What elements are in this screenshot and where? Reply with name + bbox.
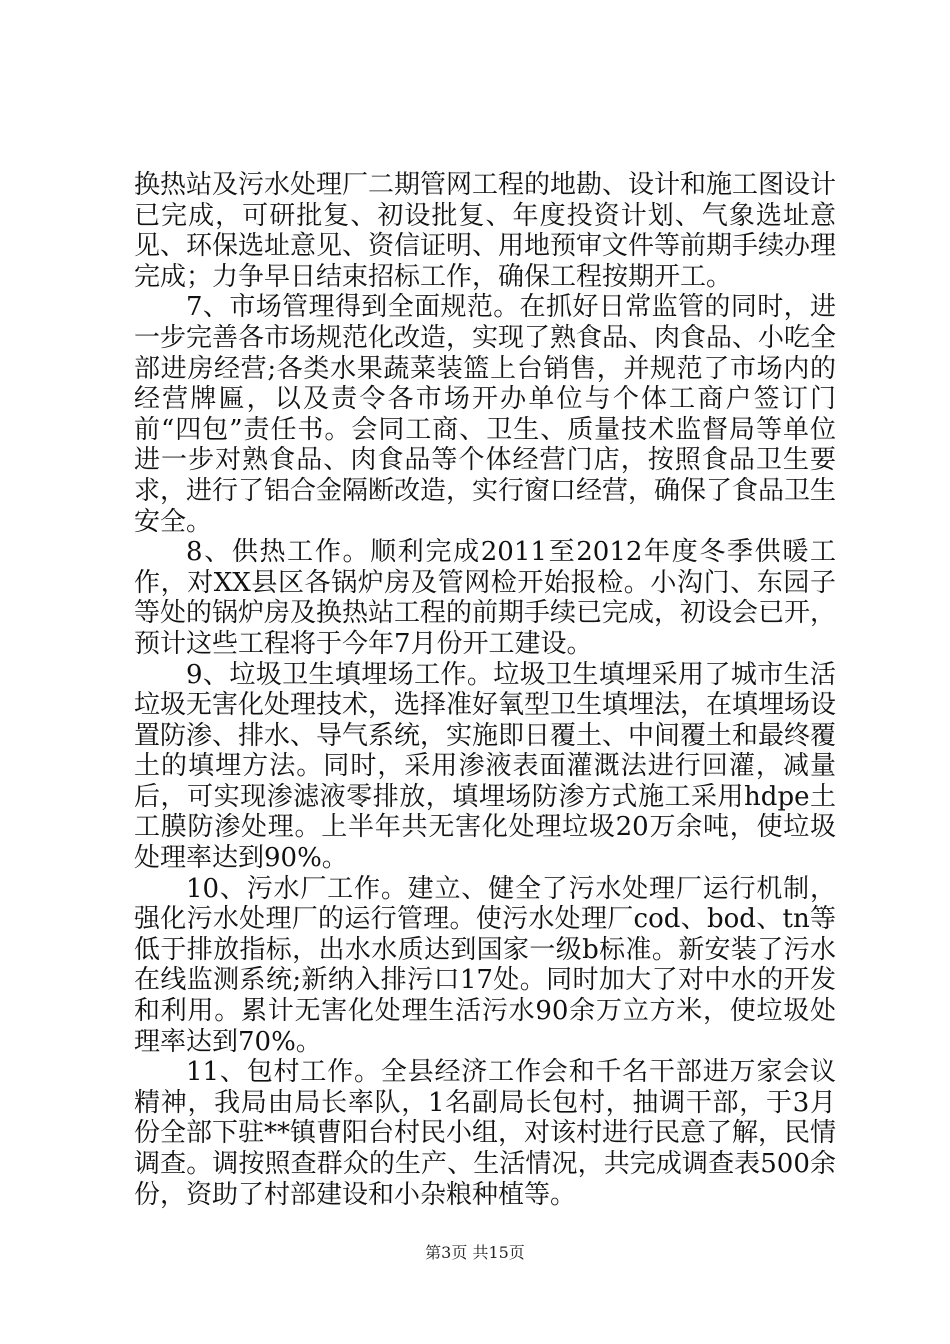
paragraph-market-management: 7、市场管理得到全面规范。在抓好日常监管的同时，进一步完善各市场规范化改造，实现了熟食品、肉食品、小吃全部进房经营;各类水果蔬菜装篮上台销售，并规范了市场内的经营牌匾，以及责令各市场开办单位与个体工商户签订门前“四包”责任书。会同工商、卫生、质量技术监督局等单位进一步对熟食品、肉食品等个体经营门店，按照食品卫生要求，进行了铝合金隔断改造，实行窗口经营，确保了食品卫生安全。 xyxy=(134,292,837,537)
paragraph-landfill: 9、垃圾卫生填埋场工作。垃圾卫生填埋采用了城市生活垃圾无害化处理技术，选择准好氧型卫生填埋法，在填埋场设置防渗、排水、导气系统，实施即日覆土、中间覆土和最终覆土的填埋方法。同时，采用渗液表面灌溉法进行回灌，减量后，可实现渗滤液零排放，填埋场防渗方式施工采用hdpe土工膜防渗处理。上半年共无害化处理垃圾20万余吨，使垃圾处理率达到90%。 xyxy=(134,659,837,874)
paragraph-village-work: 11、包村工作。全县经济工作会和千名干部进万家会议精神，我局由局长率队，1名副局长包村，抽调干部，于3月份全部下驻**镇曹阳台村民小组，对该村进行民意了解，民情调查。调按照查群众的生产、生活情况，共完成调查表500余份，资助了村部建设和小杂粮种植等。 xyxy=(134,1057,837,1210)
paragraph-heating: 8、供热工作。顺利完成2011至2012年度冬季供暖工作，对XX县区各锅炉房及管网检开始报检。小沟门、东园子等处的锅炉房及换热站工程的前期手续已完成，初设会已开，预计这些工程将于今年7月份开工建设。 xyxy=(134,537,837,659)
paragraph-continuation: 换热站及污水处理厂二期管网工程的地勘、设计和施工图设计已完成，可研批复、初设批复、年度投资计划、气象选址意见、环保选址意见、资信证明、用地预审文件等前期手续办理完成；力争早日结束招标工作，确保工程按期开工。 xyxy=(134,170,837,292)
page-number-footer: 第3页 共15页 xyxy=(425,1243,525,1262)
document-body xyxy=(134,170,836,1210)
paragraph-sewage-plant: 10、污水厂工作。建立、健全了污水处理厂运行机制，强化污水处理厂的运行管理。使污水处理厂cod、bod、tn等低于排放指标，出水水质达到国家一级b标准。新安装了污水在线监测系统;新纳入排污口17处。同时加大了对中水的开发和利用。累计无害化处理生活污水90余万立方米，使垃圾处理率达到70%。 xyxy=(134,873,836,1057)
